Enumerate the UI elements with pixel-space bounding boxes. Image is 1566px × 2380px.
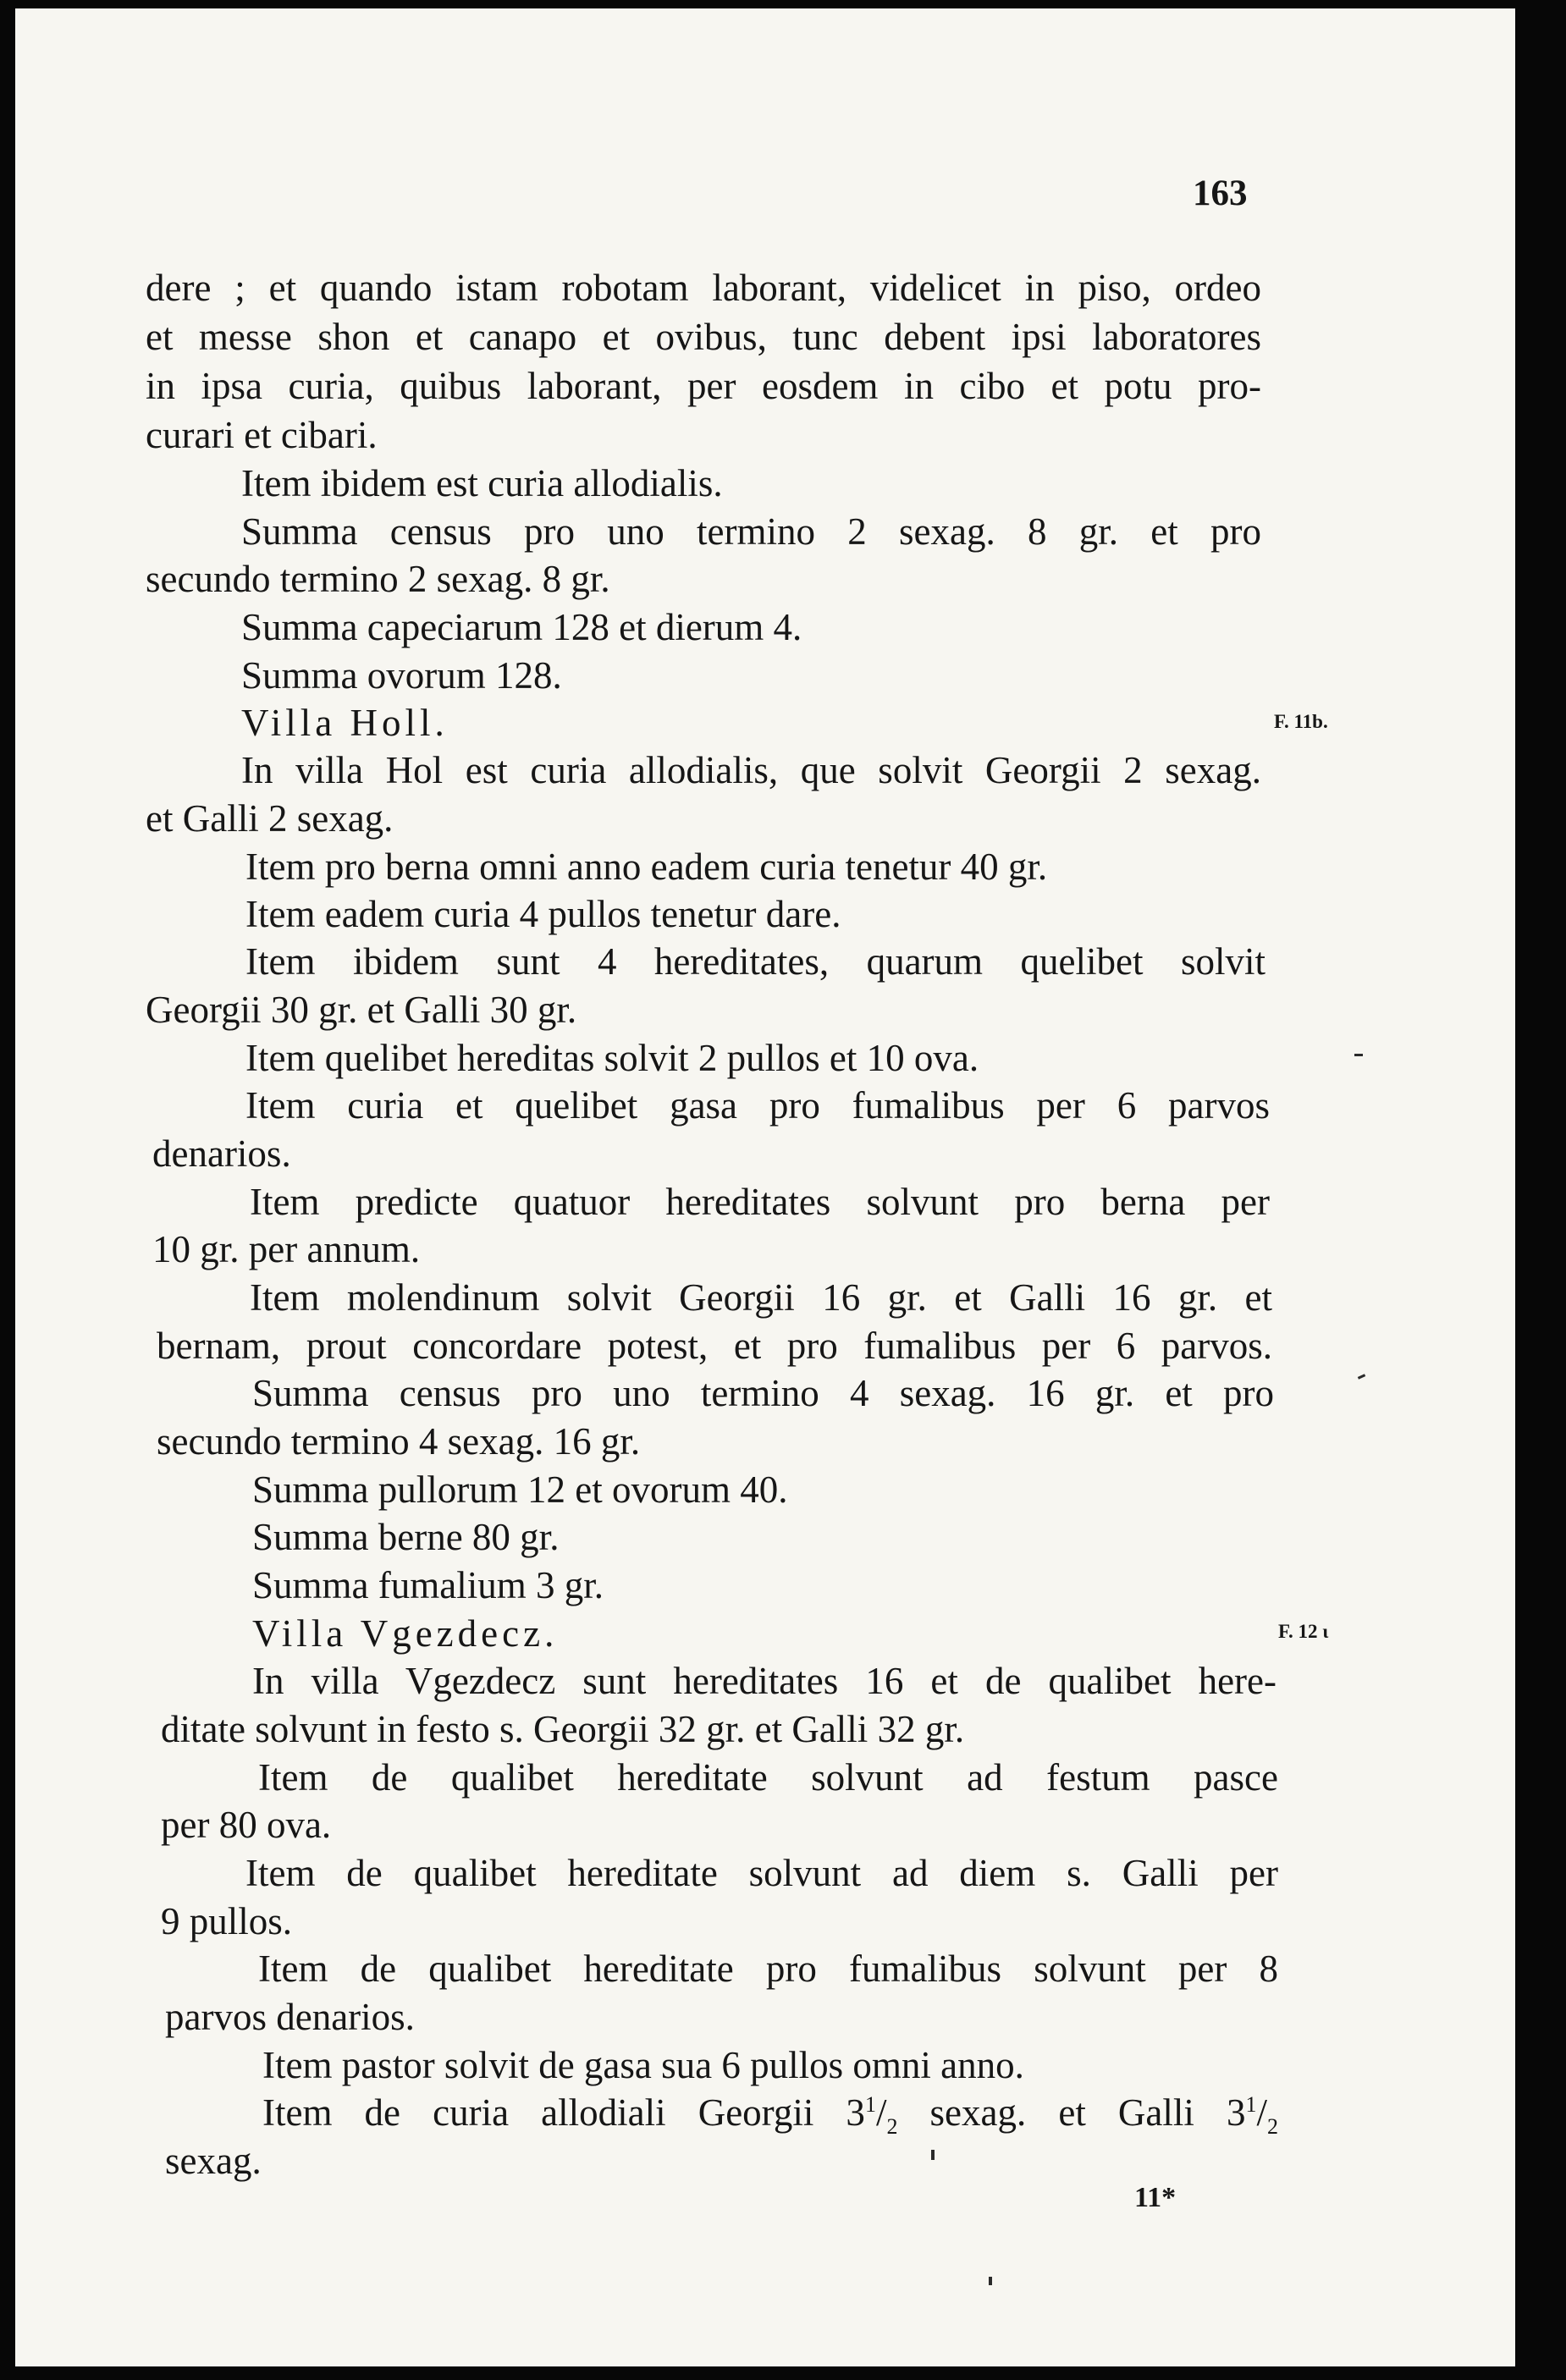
text-line-13: Item pro berna omni anno eadem curia tenetur 40 gr. (245, 846, 1048, 888)
text-line-7: secundo termino 2 sexag. 8 gr. (146, 558, 610, 600)
text-line-40: sexag. (165, 2140, 262, 2182)
fraction-slash: / (875, 2091, 887, 2134)
text-line-22: Item molendinum solvit Georgii 16 gr. et Galli 16 gr. et (250, 1276, 1272, 1319)
section-heading-villa-vgezdecz: Villa Vgezdecz. (252, 1612, 559, 1655)
text-line-37: parvos denarios. (165, 1996, 415, 2038)
text-line-39-part-1: Item de curia allodiali Georgii 3 (262, 2091, 865, 2134)
text-line-19: denarios. (152, 1132, 291, 1175)
section-heading-villa-holl: Villa Holl. (241, 702, 449, 744)
text-line-2: et messe shon et canapo et ovibus, tunc debent ipsi laboratores (146, 316, 1261, 358)
text-line-17: Item quelibet hereditas solvit 2 pullos et 10 ova. (245, 1037, 979, 1079)
text-line-32: Item de qualibet hereditate solvunt ad festum pasce (258, 1756, 1278, 1799)
text-line-39-part-2: sexag. et Galli 3 (897, 2091, 1246, 2134)
text-line-35: 9 pullos. (161, 1900, 293, 1942)
text-line-11: In villa Hol est curia allodialis, que solvit Georgii 2 sexag. (241, 749, 1261, 791)
text-line-24: Summa census pro uno termino 4 sexag. 16 gr. et pro (252, 1372, 1274, 1414)
text-line-1: dere ; et quando istam robotam laborant, videlicet in piso, ordeo (146, 267, 1261, 309)
fraction-numerator: 1 (864, 2092, 876, 2117)
text-line-33: per 80 ova. (161, 1804, 332, 1846)
page-number: 163 (1193, 174, 1248, 213)
text-line-9: Summa ovorum 128. (241, 654, 562, 697)
text-line-26: Summa pullorum 12 et ovorum 40. (252, 1468, 788, 1511)
ink-speck (931, 2150, 935, 2160)
text-line-39 (262, 2089, 1278, 2137)
fraction-denominator: 2 (886, 2114, 898, 2139)
signature-mark: 11* (1134, 2182, 1177, 2213)
margin-note-folio-11b: F. 11b. (1274, 711, 1328, 732)
fraction-slash: / (1256, 2091, 1267, 2134)
text-line-4: curari et cibari. (146, 414, 378, 456)
text-line-20: Item predicte quatuor hereditates solvunt pro berna per (250, 1181, 1270, 1223)
fraction-denominator: 2 (1267, 2114, 1278, 2139)
text-line-6: Summa census pro uno termino 2 sexag. 8 gr. et pro (241, 510, 1261, 553)
text-line-14: Item eadem curia 4 pullos tenetur dare. (245, 893, 841, 935)
text-line-27: Summa berne 80 gr. (252, 1516, 560, 1558)
text-line-3: in ipsa curia, quibus laborant, per eosdem in cibo et potu pro- (146, 365, 1261, 407)
text-line-15: Item ibidem sunt 4 hereditates, quarum quelibet solvit (245, 940, 1265, 983)
text-line-16: Georgii 30 gr. et Galli 30 gr. (146, 989, 577, 1031)
margin-note-folio-12: F. 12 ι (1278, 1621, 1329, 1642)
text-line-28: Summa fumalium 3 gr. (252, 1564, 604, 1606)
fraction-numerator: 1 (1245, 2092, 1257, 2117)
ink-speck (989, 2277, 992, 2285)
text-line-12: et Galli 2 sexag. (146, 797, 394, 840)
text-line-31: ditate solvunt in festo s. Georgii 32 gr. et Galli 32 gr. (161, 1708, 965, 1750)
text-line-21: 10 gr. per annum. (152, 1228, 421, 1270)
text-line-25: secundo termino 4 sexag. 16 gr. (157, 1420, 641, 1463)
text-line-38: Item pastor solvit de gasa sua 6 pullos omni anno. (262, 2044, 1024, 2086)
ink-speck (1354, 1054, 1363, 1056)
text-line-23: bernam, prout concordare potest, et pro fumalibus per 6 parvos. (157, 1325, 1272, 1367)
text-line-34: Item de qualibet hereditate solvunt ad diem s. Galli per (245, 1852, 1278, 1894)
text-line-18: Item curia et quelibet gasa pro fumalibus per 6 parvos (245, 1084, 1270, 1127)
text-line-36: Item de qualibet hereditate pro fumalibus solvunt per 8 (258, 1948, 1278, 1990)
text-line-8: Summa capeciarum 128 et dierum 4. (241, 606, 802, 648)
text-line-5: Item ibidem est curia allodialis. (241, 462, 723, 504)
text-line-30: In villa Vgezdecz sunt hereditates 16 et de qualibet here- (252, 1660, 1277, 1702)
